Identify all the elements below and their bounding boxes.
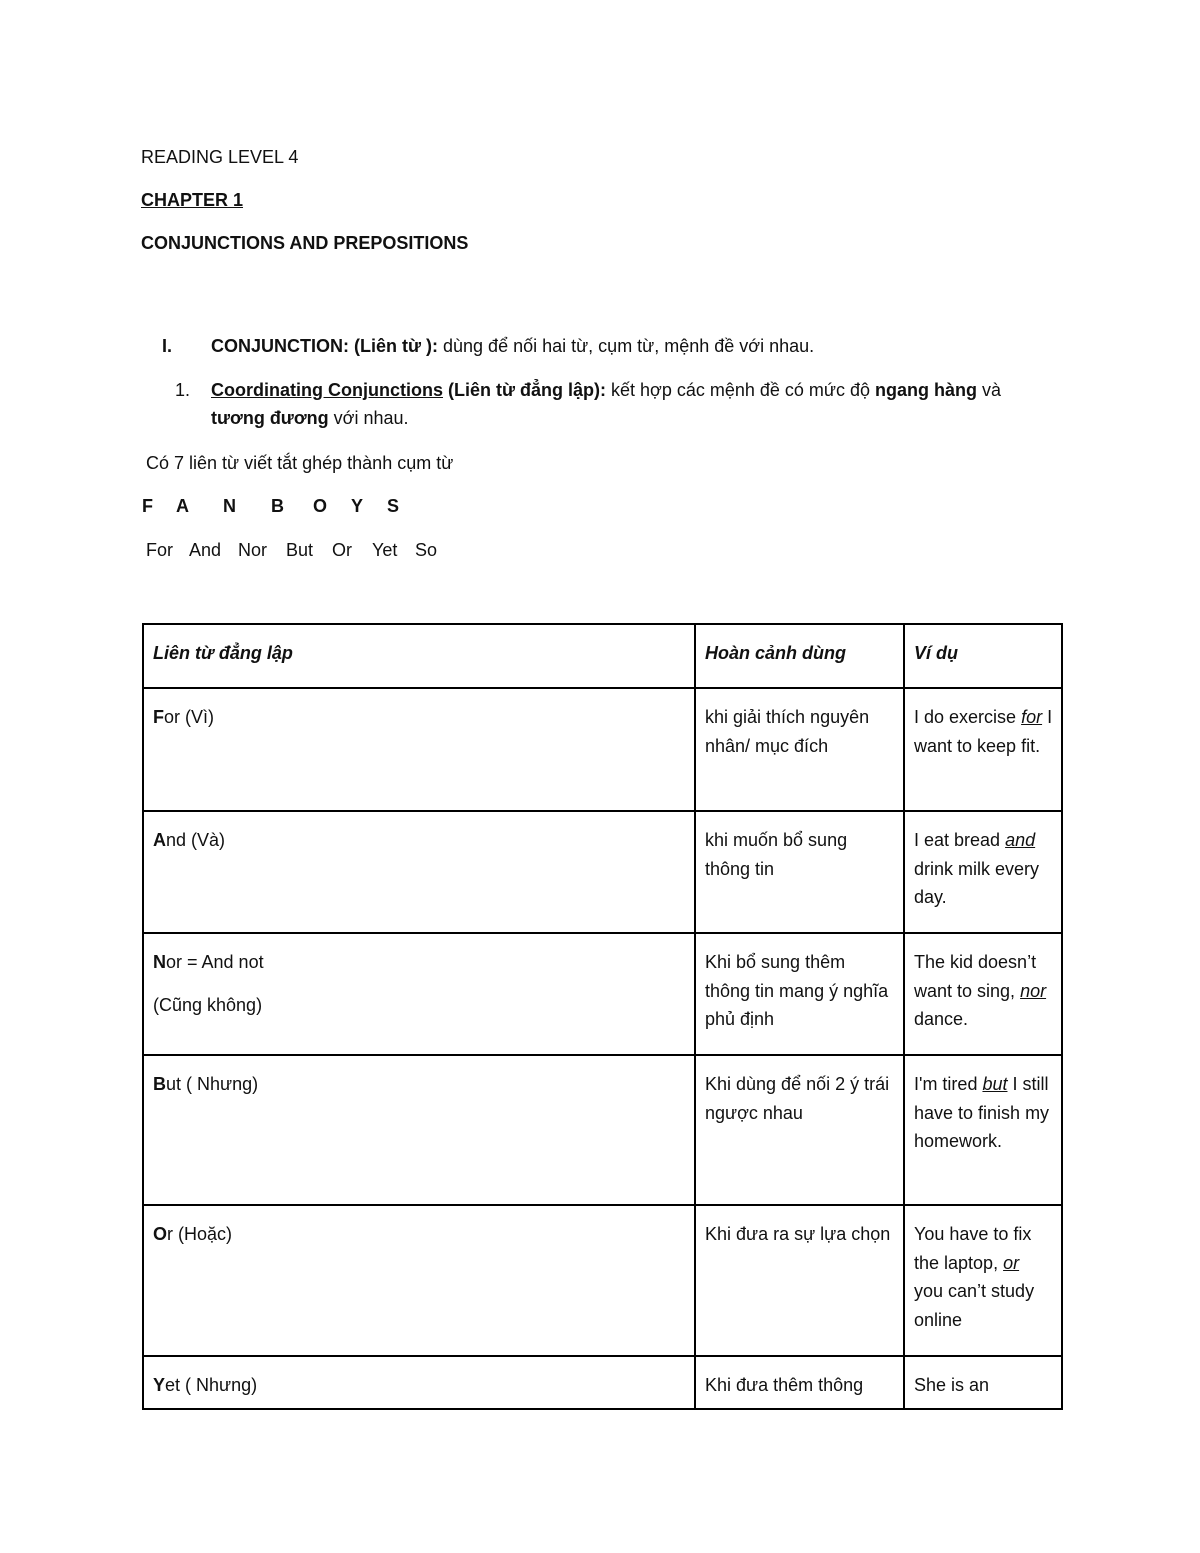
header-cell: Liên từ đẳng lập: [143, 624, 695, 688]
example-text: dance.: [914, 1009, 969, 1029]
conjunction-lead-letter: A: [153, 830, 166, 850]
item-text-a: kết hợp các mệnh đề có mức độ: [606, 380, 875, 400]
item-text-b: và: [977, 380, 1002, 400]
fanboys-letter-a: A: [176, 496, 189, 516]
example-text: I still have to finish my homework.: [914, 1074, 1050, 1151]
conjunction-cell: [143, 933, 695, 1055]
conjunction-lead-letter: B: [153, 1074, 166, 1094]
usage-cell: Khi đưa thêm thông: [695, 1356, 904, 1409]
item-heading: Coordinating Conjunctions: [211, 380, 443, 400]
conjunction-cell: [143, 1055, 695, 1205]
example-text: I want to keep fit.: [914, 707, 1053, 756]
table-row: [143, 688, 1062, 811]
example-cell: [904, 1356, 1062, 1409]
conjunction-table: [142, 623, 1063, 1410]
conjunction-cell: [143, 811, 695, 933]
conjunction-label: nd (Và): [166, 830, 226, 850]
conjunction-meaning: (Cũng không): [153, 994, 263, 1015]
item-text-c: với nhau.: [328, 408, 409, 428]
item-continuation-line: [211, 407, 409, 429]
table-row: [143, 1205, 1062, 1356]
fanboys-letter-o: O: [313, 496, 328, 516]
conjunction-label: et ( Nhưng): [165, 1375, 258, 1395]
section-description: dùng để nối hai từ, cụm từ, mệnh đề với nhau.: [438, 336, 815, 356]
fanboys-letter-n: N: [223, 496, 236, 516]
conjunction-lead-letter: Y: [153, 1375, 166, 1395]
item-heading-line: [211, 379, 1001, 401]
page-title: CONJUNCTIONS AND PREPOSITIONS: [141, 233, 469, 253]
item-number: 1.: [175, 380, 191, 400]
fanboys-word-yet: Yet: [372, 540, 398, 560]
example-text: I'm tired: [914, 1074, 983, 1094]
fanboys-letter-b: B: [271, 496, 284, 516]
conjunction-cell: [143, 688, 695, 811]
fanboys-word-and: And: [189, 540, 222, 560]
section-heading: CONJUNCTION: (Liên từ ):: [211, 336, 439, 356]
item-strong-b: tương đương: [211, 408, 329, 428]
conjunction-label: ut ( Nhưng): [166, 1074, 259, 1094]
section-numeral: I.: [162, 336, 173, 356]
section-heading-line: [211, 335, 814, 357]
example-keyword: but: [982, 1074, 1008, 1094]
example-text: you can’t study online: [914, 1281, 1035, 1330]
chapter-heading: CHAPTER 1: [141, 190, 244, 210]
example-cell: [904, 933, 1062, 1055]
example-cell: [904, 1055, 1062, 1205]
example-keyword: for: [1021, 707, 1043, 727]
fanboys-letter-f: F: [142, 496, 153, 516]
conjunction-lead-letter: N: [153, 952, 166, 972]
fanboys-word-so: So: [415, 540, 438, 560]
example-text: I eat bread: [914, 830, 1006, 850]
example-cell: [904, 688, 1062, 811]
example-keyword: or: [1003, 1252, 1020, 1273]
fanboys-word-but: But: [286, 540, 314, 560]
example-text: The kid doesn’t want to sing,: [914, 952, 1037, 1001]
conjunction-label: or (Vì): [164, 707, 215, 727]
usage-cell: khi giải thích nguyên nhân/ mục đích: [695, 688, 904, 811]
table-row: [143, 933, 1062, 1055]
fanboys-word-nor: Nor: [238, 540, 268, 560]
example-keyword: nor: [1020, 980, 1047, 1001]
reading-level-label: READING LEVEL 4: [141, 147, 299, 167]
conjunction-cell: [143, 1356, 695, 1409]
fanboys-word-or: Or: [332, 540, 352, 560]
example-text: drink milk every day.: [914, 858, 1040, 907]
fanboys-intro: Có 7 liên từ viết tắt ghép thành cụm từ: [146, 453, 454, 473]
table-header-row: [143, 624, 1062, 688]
usage-cell: Khi dùng để nối 2 ý trái ngược nhau: [695, 1055, 904, 1205]
header-cell: Ví dụ: [904, 624, 1062, 688]
table-row: [143, 1356, 1062, 1409]
example-text: I do exercise: [914, 707, 1022, 727]
example-cell: [904, 811, 1062, 933]
header-cell: Hoàn cảnh dùng: [695, 624, 904, 688]
table-row: [143, 1055, 1062, 1205]
usage-cell: Khi đưa ra sự lựa chọn: [695, 1205, 904, 1356]
conjunction-cell: [143, 1205, 695, 1356]
fanboys-letter-s: S: [387, 496, 400, 516]
example-cell: [904, 1205, 1062, 1356]
item-heading-vi: (Liên từ đẳng lập):: [442, 380, 607, 400]
fanboys-letter-y: Y: [351, 496, 364, 516]
item-strong-a: ngang hàng: [875, 380, 977, 400]
usage-cell: Khi bổ sung thêm thông tin mang ý nghĩa phủ định: [695, 933, 904, 1055]
table-row: [143, 811, 1062, 933]
example-keyword: and: [1005, 830, 1036, 850]
usage-cell: khi muốn bổ sung thông tin: [695, 811, 904, 933]
conjunction-lead-letter: F: [153, 707, 164, 727]
conjunction-label: r (Hoặc): [167, 1224, 233, 1244]
conjunction-lead-letter: O: [153, 1224, 168, 1244]
fanboys-word-for: For: [146, 540, 173, 560]
example-text: She is an: [914, 1375, 990, 1395]
example-text: You have to fix the laptop,: [914, 1224, 1032, 1273]
conjunction-label: or = And not: [166, 952, 264, 972]
